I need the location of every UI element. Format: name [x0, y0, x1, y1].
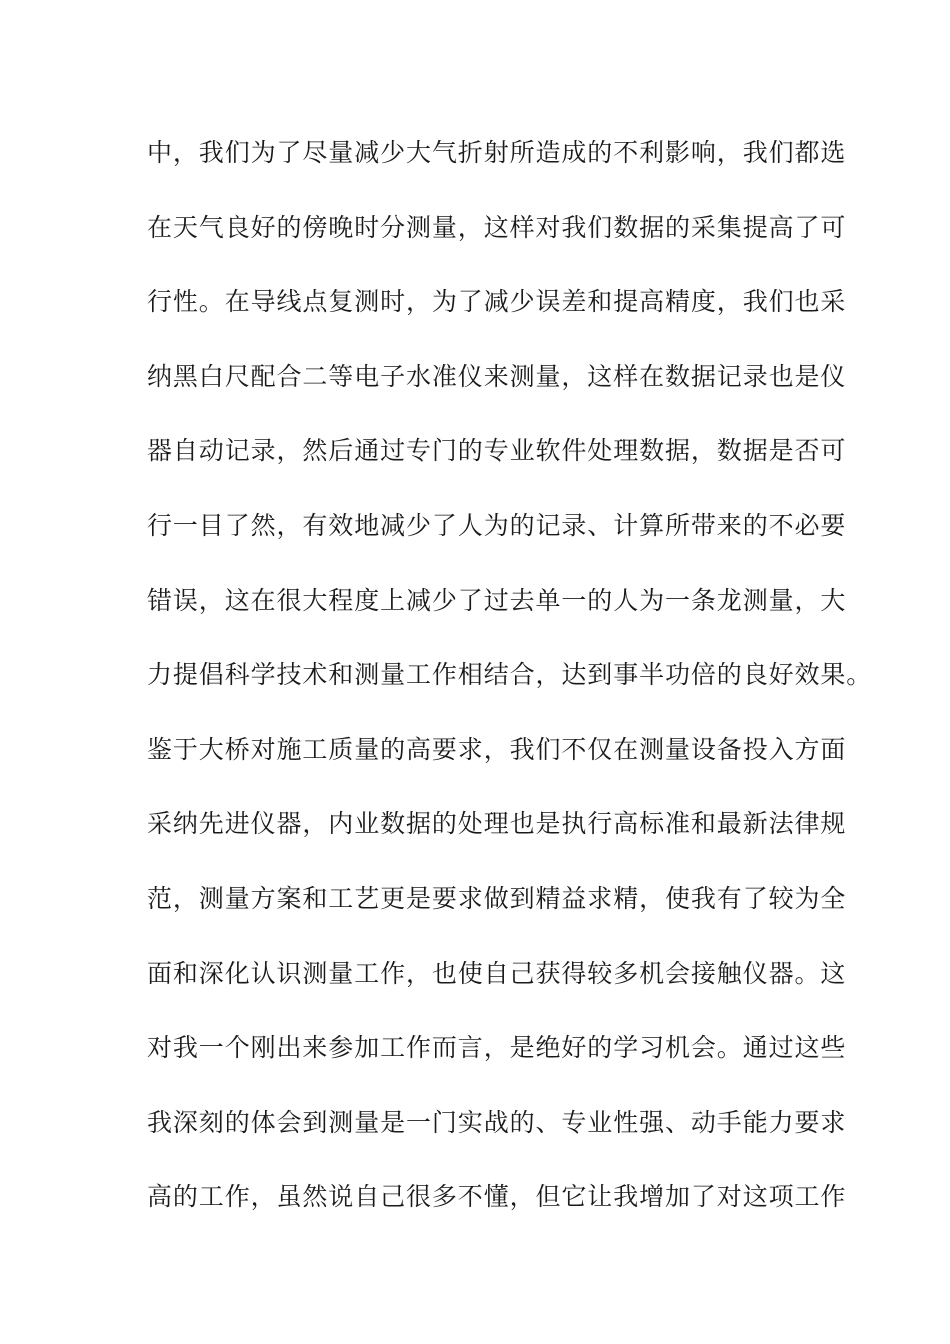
text-line: 对我一个刚出来参加工作而言，是绝好的学习机会。通过这些	[147, 1033, 847, 1063]
text-line: 在天气良好的傍晚时分测量，这样对我们数据的采集提高了可	[147, 212, 847, 242]
text-line: 面和深化认识测量工作，也使自己获得较多机会接触仪器。这	[147, 958, 847, 988]
text-line: 行一目了然，有效地减少了人为的记录、计算所带来的不必要	[147, 510, 847, 540]
text-line: 错误，这在很大程度上减少了过去单一的人为一条龙测量，大	[147, 585, 847, 615]
text-line: 力提倡科学技术和测量工作相结合，达到事半功倍的良好效果。	[147, 660, 873, 690]
text-line: 纳黑白尺配合二等电子水准仪来测量，这样在数据记录也是仪	[147, 361, 847, 391]
text-line: 我深刻的体会到测量是一门实战的、专业性强、动手能力要求	[147, 1107, 847, 1137]
text-line: 高的工作，虽然说自己很多不懂，但它让我增加了对这项工作	[147, 1182, 847, 1212]
text-line: 器自动记录，然后通过专门的专业软件处理数据，数据是否可	[147, 436, 847, 466]
body-text	[147, 130, 873, 1249]
text-line: 鉴于大桥对施工质量的高要求，我们不仅在测量设备投入方面	[147, 734, 847, 764]
text-line: 行性。在导线点复测时，为了减少误差和提高精度，我们也采	[147, 287, 847, 317]
text-line: 采纳先进仪器，内业数据的处理也是执行高标准和最新法律规	[147, 809, 847, 839]
text-line: 中，我们为了尽量减少大气折射所造成的不利影响，我们都选	[147, 138, 847, 167]
text-line: 范，测量方案和工艺更是要求做到精益求精，使我有了较为全	[147, 883, 847, 913]
